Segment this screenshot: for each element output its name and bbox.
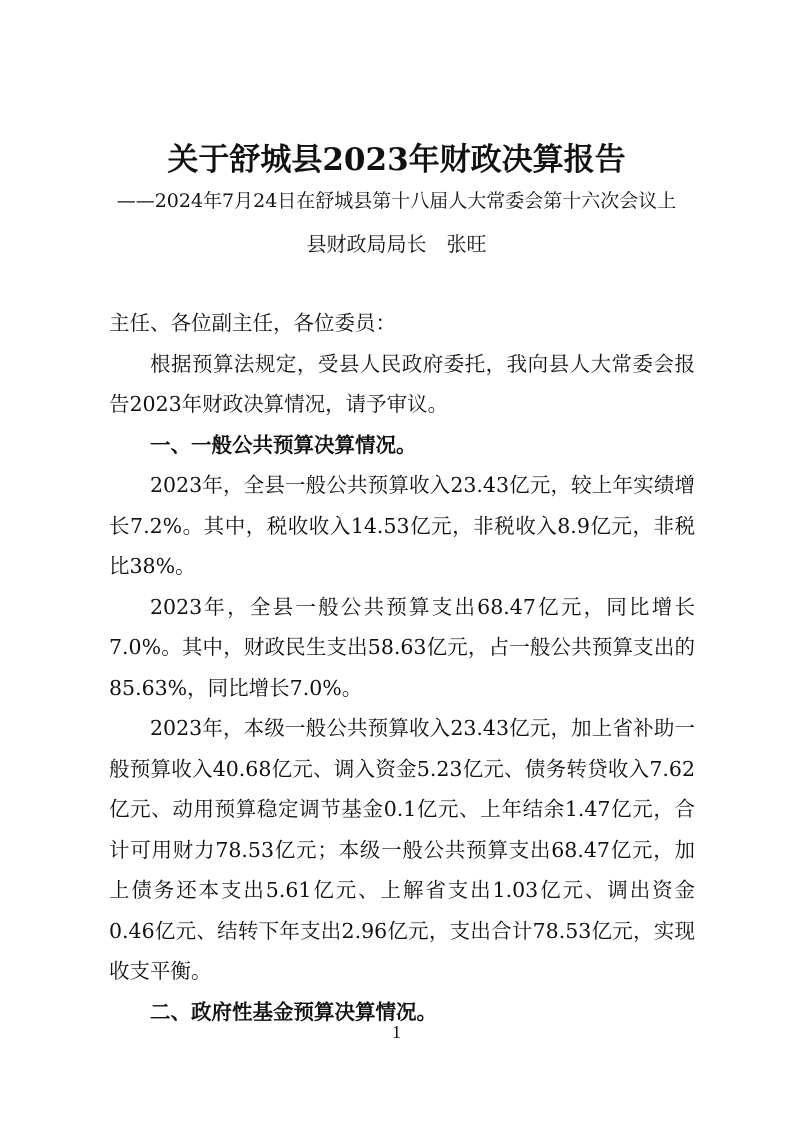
section-heading-fund-budget: 二、政府性基金预算决算情况。 <box>150 999 437 1024</box>
paragraph-county-expenditure: 2023年，全县一般公共预算支出68.47亿元，同比增长7.0%。其中，财政民生支出58.63亿元，占一般公共预算支出的85.63%，同比增长7.0%。 <box>109 594 695 700</box>
paragraph-county-revenue: 2023年，全县一般公共预算收入23.43亿元，较上年实绩增长7.2%。其中，税收收入14.53亿元，非税收入8.9亿元，非税比38%。 <box>109 473 695 578</box>
document-body <box>109 303 695 1032</box>
paragraph-local-balance: 2023年，本级一般公共预算收入23.43亿元，加上省补助一般预算收入40.68亿元、调入资金5.23亿元、债务转贷收入7.62亿元、动用预算稳定调节基金0.1亿元、上年结余1.47亿元，合计可用财力78.53亿元；本级一般公共预算支出68.47亿元，加上债务还本支出5.61亿元、上解省支出1.03亿元、调出资金0.46亿元、结转下年支出2.96亿元，支出合计78.53亿元，实现收支平衡。 <box>109 716 695 983</box>
author-line: 县财政局局长 张旺 <box>306 232 487 256</box>
page-number: 1 <box>392 1022 401 1042</box>
salutation: 主任、各位副主任，各位委员： <box>109 311 396 335</box>
document-title: 关于舒城县2023年财政决算报告 <box>167 142 626 178</box>
section-heading-general-budget: 一、一般公共预算决算情况。 <box>150 432 417 457</box>
document-subtitle: ——2024年7月24日在舒城县第十八届人大常委会第十六次会议上 <box>116 190 677 212</box>
intro-paragraph: 根据预算法规定，受县人民政府委托，我向县人大常委会报告2023年财政决算情况，请予审议。 <box>109 351 695 416</box>
